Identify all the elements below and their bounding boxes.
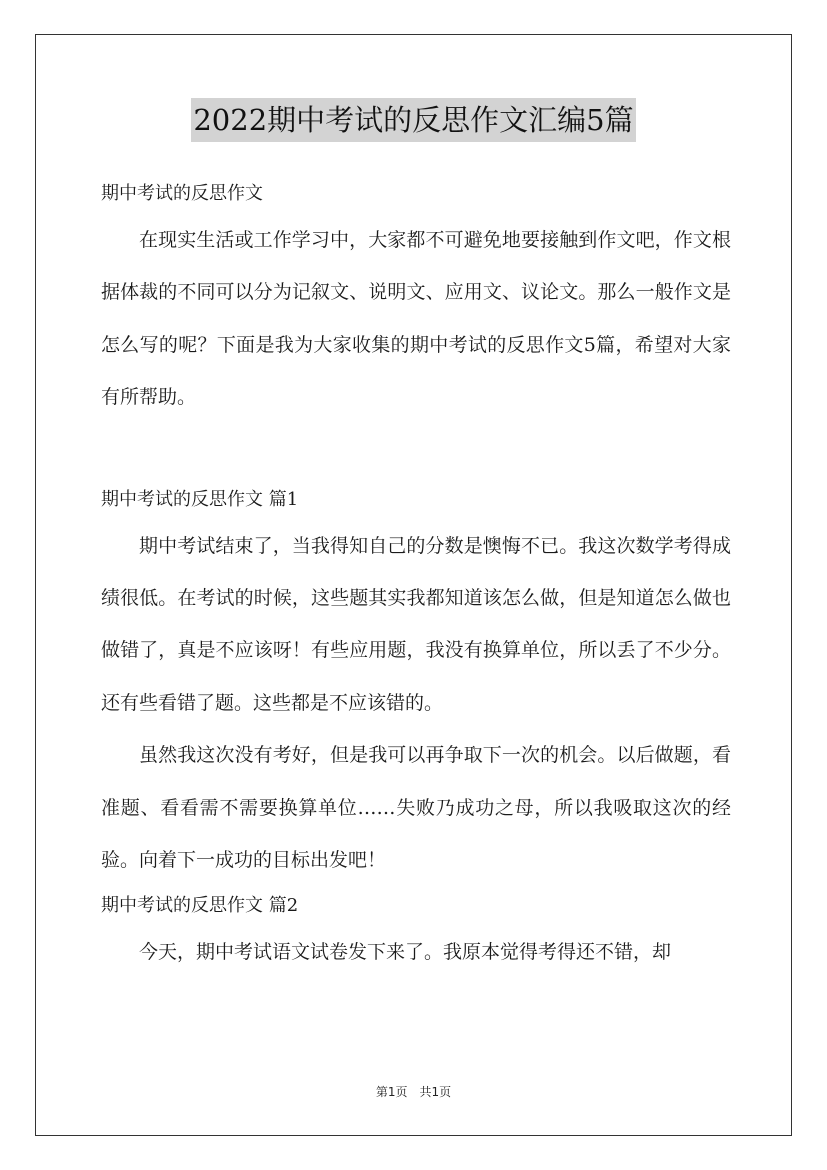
- section-2-paragraph-1: 今天，期中考试语文试卷发下来了。我原本觉得考得还不错，却: [139, 941, 672, 964]
- page-number: 第1页: [375, 1085, 408, 1099]
- page-footer: [0, 1083, 827, 1100]
- section-heading-1: 期中考试的反思作文 篇1: [101, 488, 299, 510]
- document-body: [101, 174, 731, 979]
- intro-heading: 期中考试的反思作文: [101, 183, 263, 204]
- section-1-paragraph-2: 虽然我这次没有考好，但是我可以再争取下一次的机会。以后做题，看准题、看看需不需要换算单位……失败乃成功之母，所以我吸取这次的经验。向着下一成功的目标出发吧！: [101, 744, 731, 872]
- intro-paragraph: 在现实生活或工作学习中，大家都不可避免地要接触到作文吧，作文根据体裁的不同可以分为记叙文、说明文、应用文、议论文。那么一般作文是怎么写的呢？下面是我为大家收集的期中考试的反思作文5篇，希望对大家有所帮助。: [101, 229, 731, 409]
- title-container: [0, 98, 827, 142]
- section-heading-2: 期中考试的反思作文 篇2: [101, 895, 299, 917]
- document-title: 2022期中考试的反思作文汇编5篇: [191, 98, 635, 142]
- page-total: 共1页: [419, 1085, 452, 1099]
- section-spacer: [101, 424, 731, 480]
- section-1-paragraph-1: 期中考试结束了，当我得知自己的分数是懊悔不已。我这次数学考得成绩很低。在考试的时候，这些题其实我都知道该怎么做，但是知道怎么做也做错了，真是不应该呀！有些应用题，我没有换算单位，所以丢了不少分。还有些看错了题。这些都是不应该错的。: [101, 534, 731, 714]
